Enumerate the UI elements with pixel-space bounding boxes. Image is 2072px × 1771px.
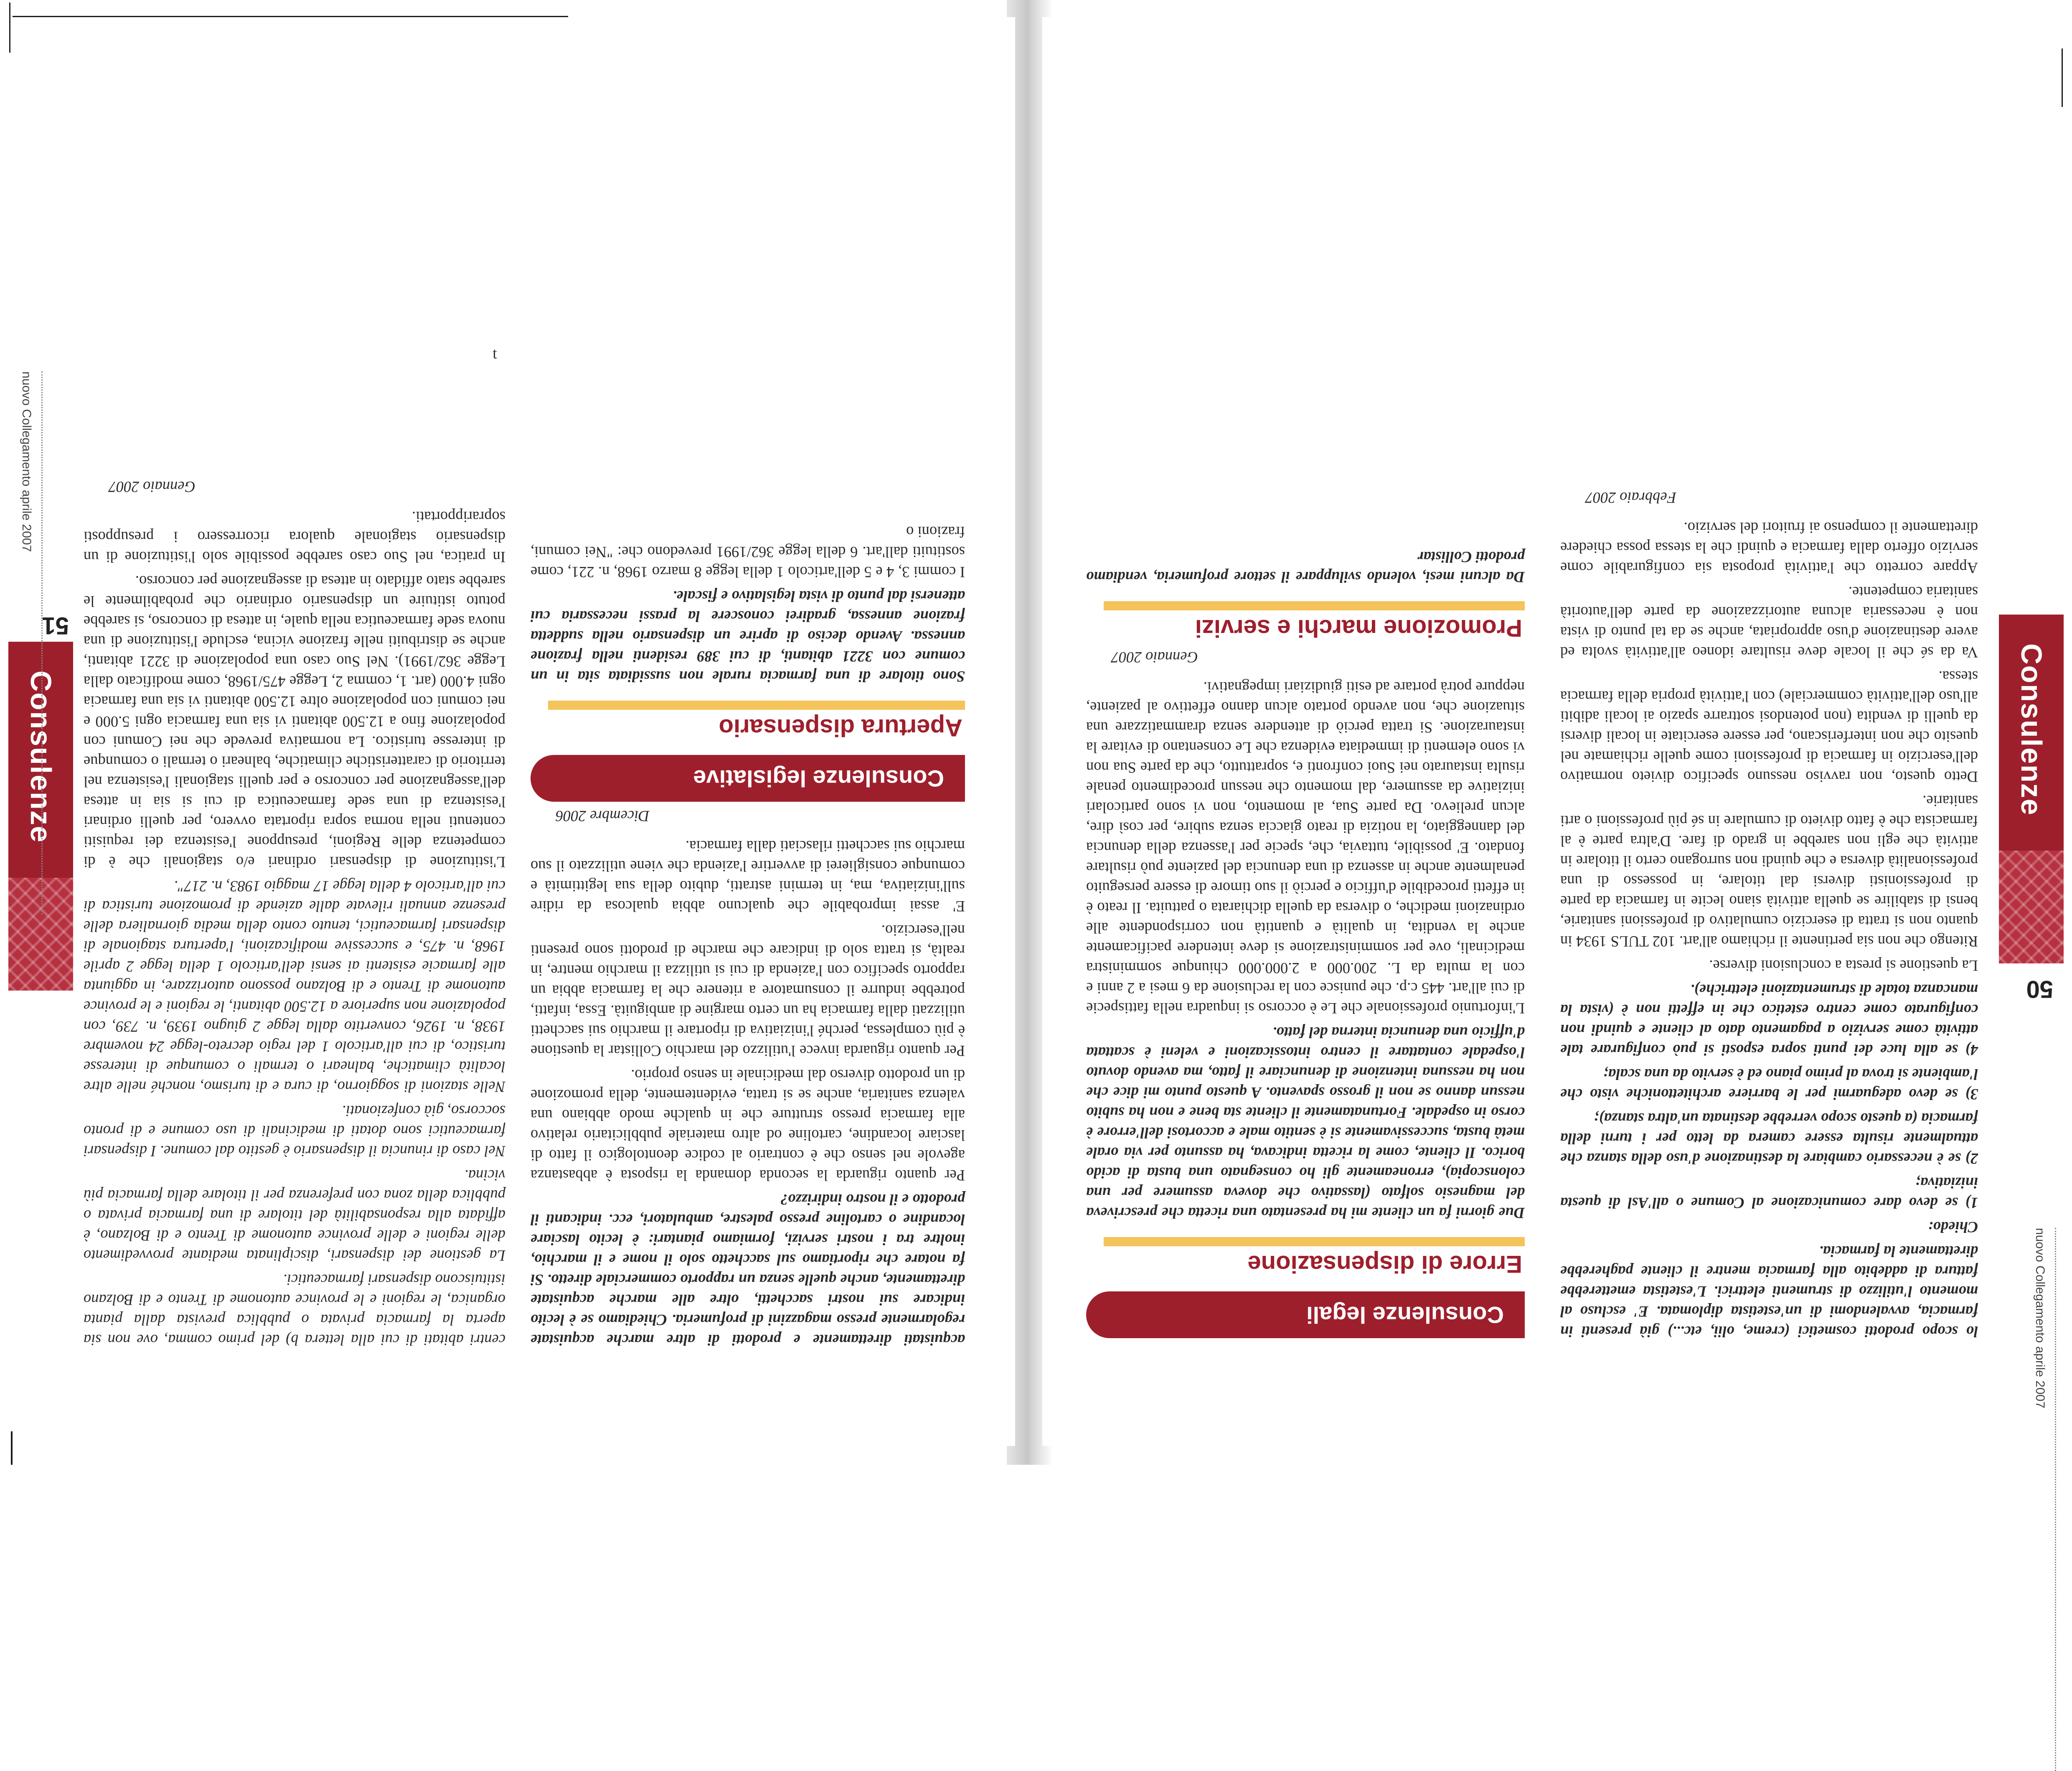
answer-paragraph: Per quanto riguarda la seconda domanda la risposta è abbastanza agevole nel senso che è contrario al codice deontologico il fatto di lasciare locandine, cartoline od altro materiale pubblicitario relativo alla farmacia presso strutture che in qualche modo abbiano una valenza sanitaria, anche se si tratta, evidentemente, della promozione di un prodotto diverso dal medicinale in senso proprio. — [531, 1067, 965, 1184]
answer-paragraph: In pratica, nel Suo caso sarebbe possibile solo l'istituzione di un dispensario stagionale qualora ricorressero i presupposti sopraripportati. — [84, 508, 505, 566]
section-band-title: Consulenze legali — [1086, 1291, 1525, 1338]
answer-paragraph: Ritengo che non sia pertinente il richiamo all'art. 102 TULS 1934 in quanto non si tratta di esercizio cumulativo di professioni sanitarie, bensì di stabilire se quella attività siano lecite in farmacia da parte di professionisti diversi dal titolare, in possesso di una professionalità diversa e che quindi non surrogano certo il titolare in attività che egli non sarebbe in grado di fare. D'altra parte è al farmacista che è fatto divieto di cumulare in sé più professioni o arti sanitarie. — [1560, 793, 1978, 950]
tab-pattern — [8, 878, 73, 991]
scan-edge-mark — [13, 16, 568, 17]
answer-paragraph: L'infortunio professionale che Le è occorso si inquadra nella fattispecie di cui all'art. 445 c.p. che punisce con la reclusione da 6 mesi a 2 anni e con la multa da L. 200.000 a 2.000.000 chiunque somministra medicinali, ove per somministrazione si deve intendere pacificamente anche la vendita, in qualità e quantità non corrispondente alle ordinazioni mediche, o diversa da quella dichiarata o pattuita. Il reato è in effetti procedibile d'ufficio e perciò il suo timore di essere perseguito penalmente anche in assenza di una denuncia del paziente può risultare fondato. E' possibile, tuttavia, che, specie per l'assenza della denuncia del danneggiato, la notizia di reato giaccia senza subire, per così dire, alcun prelievo. Da parte Sua, al momento, non vi sono particolari iniziative da assumere, dal momento che nessun procedimento penale risulta instaurato nei Suoi confronti e, soprattutto, che da parte Sua non vi sono elementi di immediata evidenza che Le consentano di evitare la instaurazione. Si tratta perciò di attendere senza drammatizzare una situazione che, non avendo portato alcun danno effettivo al paziente, neppure potrà portare ad esiti giudiziari impegnativi. — [1086, 679, 1525, 1017]
running-header: nuovo Collegamento aprile 2007 — [20, 371, 33, 552]
section-tab — [8, 642, 73, 991]
column-4 — [84, 473, 505, 1350]
reader-question: Sono titolare di una farmacia rurale non sussidiata sita in un comune con 3221 abitanti, di cui 389 residenti nella frazione annessa. Avendo deciso di aprire un dispensario nella suddetta frazione annessa, gradirei conoscere la prassi necessaria cui attenersi dal punto di vista legislativo e fiscale. — [531, 588, 965, 685]
section-tab-label: Consulenze — [2015, 643, 2048, 816]
section-header — [531, 701, 965, 802]
law-quote: centri abitati di cui alla lettera b) del primo comma, ove non sia aperta la farmacia privata o pubblica prevista dalla pianta organica, le regioni e le province autonome di Trento e di Bolzano istituiscono dispensari farmaceutici. — [84, 1271, 505, 1349]
page-50 — [1042, 17, 2064, 1446]
answer-paragraph: Per quanto riguarda invece l'utilizzo del marchio Collistar la questione è più complessa, perché l'iniziativa di riportare il marchio sui sacchetti utilizzati dalla farmacia ha un certo margine di ambiguità. Essa, infatti, potrebbe indurre il consumatore a ritenere che la farmacia abbia un rapporto specifico con l'azienda di cui si utilizza il marchio mentre, in realtà, si tratta solo di indicare che marche di prodotti sono presenti nell'esercizio. — [531, 922, 965, 1060]
answer-paragraph: La questione si presta a conclusioni diverse. — [1709, 957, 1978, 974]
article-title: Promozione marchi e servizi — [1195, 615, 1522, 642]
reader-question: 3) se devo adeguarmi per le barriere architettoniche visto che l'ambiente si trova al primo piano ed è servito da una scala; — [1560, 1066, 1978, 1103]
answer-date: Febbraio 2007 — [1585, 489, 1676, 506]
reader-question: Chiedo: — [1928, 1219, 1978, 1236]
law-quote: Nelle stazioni di soggiorno, di cura e di turismo, nonché nelle altre località climatiche, balneari o termali o comunque di interesse turistico, di cui all'articolo 1 del regio decreto-legge 24 novembre 1938, n. 1926, convertito dalla legge 2 giugno 1939, n. 739, con popolazione non superiore a 12.500 abitanti, le regioni e le province autonome di Trento e di Bolzano possono autorizzare, in aggiunta alle farmacie esistenti ai sensi dell'articolo 1 della legge 2 aprile 1968, n. 475, e successive modificazioni, l'apertura stagionale di dispensari farmaceutici, tenuto conto della media giornaliera delle presenze annuali rilevate dalle aziende di promozione turistica di cui all'articolo 4 della legge 17 maggio 1983, n. 217". — [84, 878, 505, 1095]
article-title: Apertura dispensario — [719, 714, 962, 741]
tab-pattern — [1999, 851, 2064, 963]
page-51 — [8, 17, 1015, 1446]
reader-question: 2) se è necessario cambiare la destinazione d'uso della stanza che attualmente risulta essere camera da letto per i turni della farmacia (a questo scopo verrebbe destinata un'altra stanza); — [1560, 1110, 1978, 1167]
section-tab — [1999, 615, 2064, 963]
column-3 — [531, 518, 965, 1350]
title-underline — [1104, 601, 1525, 610]
law-quote: Nel caso di rinuncia il dispensario è gestito dal comune. I dispensari farmaceutici sono dotati di medicinali di uso comune e di pronto soccorso, già confezionati. — [84, 1103, 505, 1160]
answer-paragraph: Appare corretto che l'attività proposta sia configurabile come servizio offerto dalla farmacia e quindi che la stessa possa chiedere direttamente il compenso ai fruitori del servizio. — [1560, 519, 1978, 577]
answer-paragraph: I commi 3, 4 e 5 dell'articolo 1 della legge 8 marzo 1968, n. 221, come sostituiti dall'art. 6 della legge 362/1991 prevedono che: "Nei comuni, frazioni o — [531, 523, 965, 581]
section-tab-label: Consulenze — [25, 670, 57, 843]
law-quote: La gestione dei dispensari, disciplinata mediante provvedimento delle regioni e delle province autonome di Trento e di Bolzano, è affidata alla responsabilità del titolare di una farmacia privata o pubblica della zona con preferenza per il titolare della farmacia più vicina. — [84, 1167, 505, 1264]
scan-edge-mark — [9, 3, 10, 53]
article-title: Errore di dispensazione — [1247, 1250, 1522, 1278]
title-underline — [548, 701, 965, 710]
page-number: 51 — [42, 612, 69, 639]
answer-paragraph: L'istituzione di dispensari ordinari e/o stagionali che è di competenza delle Regioni, presuppone l'esistenza dei requisiti contenuti nella norma sopra riportata ovvero, per quelli ordinari l'esistenza di una sede farmaceutica di cui si sia in attesa dell'assegnazione per concorso e per quelli stagionali l'esistenza nel territorio di caratteristiche climatiche, balneari o termali o comunque di interesse turistico. La normativa prevede che nei Comuni con popolazione fino a 12.500 abitanti vi sia una farmacia ogni 5.000 e nei comuni con popolazione oltre 12.500 abitanti vi sia una farmacia ogni 4.000 (art. 1, comma 2, Legge 475/1968, come modificato dalla Legge 362/1991). Nel Suo caso una popolazione di 3221 abitanti, anche se distribuiti nelle frazione vicina, esclude l'istituzione di una nuova sede farmaceutica nella quale, in attesa di concorso, si sarebbe potuto istituire un dispensario ordinario che probabilmente le sarebbe stato affidato in attesa di assegnazione per concorso. — [84, 573, 505, 871]
running-header: nuovo Collegamento aprile 2007 — [2033, 1228, 2047, 1408]
reader-question: 4) se alla luce dei punti sopra esposti si può configurare tale attività come servizio a pagamento dato al cliente e quindi non configurato come centro estetico che in effetti non è (vista la mancanza totale di strumentazioni elettriche). — [1560, 981, 1978, 1059]
scan-edge-mark — [11, 1431, 13, 1465]
reader-question: Due giorni fa un cliente mi ha presentato una ricetta che prescriveva del magnesio solfato (lassativo che doveva assumere per una colonscopia), erroneamente gli ho consegnato una busta di acido borico. Il cliente, come la ricetta indicava, ha assunto per via orale metà busta, successivamente si è sentito male e accortosi dell'errore è corso in ospedale. Fortunatamente il cliente sta bene e non ha subito nessun danno se non il grosso spavento. A questo punto mi dice che non ha nessuna intenzione di denunciare il fatto, ma avendo dovuto l'ospedale contattare il centro intossicazioni e veleni è scattata d'ufficio una denuncia interna del fatto. — [1086, 1024, 1525, 1222]
section-band-title: Consulenze legislative — [531, 755, 965, 802]
title-underline — [1104, 1237, 1525, 1246]
section-header — [1086, 1237, 1525, 1338]
column-1 — [1560, 483, 1978, 1342]
reader-question: 1) se devo dare comunicazione al Comune o all'Asl di questa iniziativa; — [1560, 1174, 1978, 1212]
column-2 — [1086, 543, 1525, 1342]
reader-question: Da alcuni mesi, volendo sviluppare il settore profumeria, vendiamo prodotti Collistar — [1086, 549, 1525, 586]
reader-question: lo scopo prodotti cosmetici (creme, olii, etc...) già presenti in farmacia, avvalendomi di un'estetista diplomata. E' escluso al momento l'utilizzo di strumenti elettrici. L'estetista emetterebbe fattura di addebito alla farmacia mentre il cliente pagherebbe direttamente la farmacia. — [1560, 1243, 1978, 1340]
answer-date: Gennaio 2007 — [1111, 649, 1198, 666]
answer-date: Gennaio 2007 — [109, 478, 196, 495]
scan-edge-mark — [2062, 48, 2063, 107]
answer-paragraph: E' assai improbabile che qualcuno abbia qualcosa da ridire sull'iniziativa, ma, in termini astratti, dubito della sua legittimità e comunque consiglierei di avvertire l'azienda che viene utilizzato il suo marchio sui sacchetti rilasciati dalla farmacia. — [531, 838, 965, 915]
page-number: 50 — [2026, 976, 2053, 1003]
answer-paragraph: Va da sé che il locale deve risultare idoneo all'attività svolta ed avere destinazione d'uso appropriata, anche se da tal punto di vista non è necessaria alcuna autorizzazione da parte dell'autorità sanitaria competente. — [1560, 584, 1978, 661]
answer-paragraph: Detto questo, non ravviso nessuno specifico divieto normativo dell'esercizio in farmacia di professioni come quelle richiamate nel quesito che non interferiscano, per essere esercitate in locali diversi da quelli di vendita (non potendosi sottrarre spazio ai locali adibiti all'uso dell'attività commerciale) con l'attività propria della farmacia stessa. — [1560, 668, 1978, 785]
answer-date: Dicembre 2006 — [556, 808, 650, 825]
section-header — [1086, 601, 1525, 643]
scan-speck: ʇ — [493, 346, 497, 363]
reader-question: acquistati direttamente e prodotti di altre marche acquistate regolarmente presso magazzini di profumeria. Chiediamo se è lecito indicare sui nostri sacchetti, oltre alle marche acquistate direttamente, anche quelle senza un rapporto commerciale diretto. Si fa notare che riportiamo sul sacchetto solo il nome e il marchio, inoltre tra i nostri servizi, formiamo piantari: è lecito lasciare locandine o cartoline presso palestre, ambulatori, ecc. indicanti il prodotto e il nostro indirizzo? — [531, 1191, 965, 1349]
